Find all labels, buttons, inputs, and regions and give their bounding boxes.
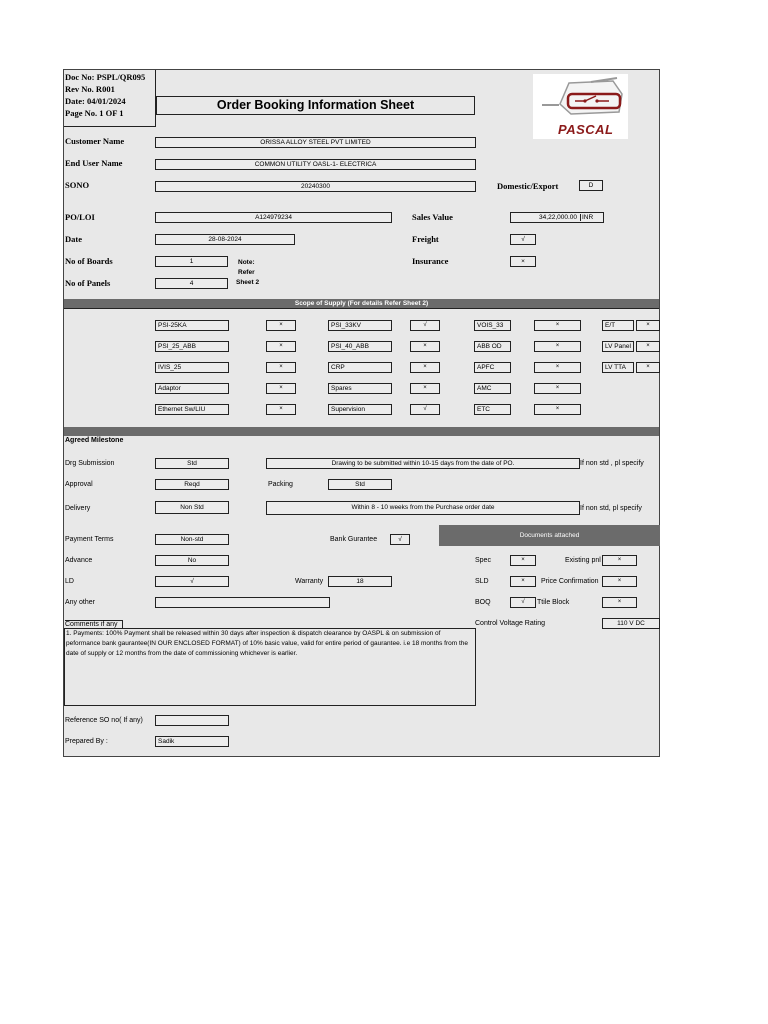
po-field[interactable]: A124979234 [155,212,392,223]
scope-label-psi-25-abb: PSI_25_ABB [155,341,229,352]
approval-label: Approval [65,481,93,488]
scope-label-vois-33: VOIS_33 [474,320,511,331]
panels-label: No of Panels [65,278,111,288]
domestic-export-label: Domestic/Export [497,181,559,191]
order-booking-sheet [63,69,660,757]
milestone-header: Agreed Milestone [65,437,124,444]
scope-label-supervision: Supervision [328,404,392,415]
ref-field[interactable] [155,715,229,726]
sales-currency: INR [582,214,594,221]
sales-value-field[interactable]: 34,22,000.00 [510,212,604,223]
comments-field[interactable]: 1. Payments: 100% Payment shall be released within 30 days after inspection & dispatch clearance by OASPL & on submission of peformance bank gaurantee(IN OUR ENCLOSED FORMAT) of 10% basic value, valid for entire period of gaurantee. i.e 18 months from the date of supply or 12 months from the date of commissioning whichever is earlier. [64,628,476,706]
domestic-export-field[interactable]: D [579,180,603,191]
scope-mark-psi-33kv[interactable]: √ [410,320,440,331]
section-divider [64,427,659,436]
sono-field[interactable]: 20240300 [155,181,476,192]
spec-field[interactable]: × [510,555,536,566]
delivery-nonstd-label: If non std, pl specify [580,505,642,512]
ld-field[interactable]: √ [155,576,229,587]
scope-label-psi-25ka: PSI-25KA [155,320,229,331]
rev-no: Rev No. R001 [65,84,115,94]
scope-mark-psi-25ka[interactable]: × [266,320,296,331]
warranty-label: Warranty [295,578,324,585]
cvr-label: Control Voltage Rating [475,620,546,627]
scope-label-et: E/T [602,320,634,331]
page-title: Order Booking Information Sheet [156,96,475,115]
pascal-logo-icon [533,74,628,118]
delivery-field[interactable]: Non Std [155,501,229,514]
bank-field[interactable]: √ [390,534,410,545]
scope-mark-spares[interactable]: × [410,383,440,394]
drg-nonstd-label: If non std , pl specify [580,460,644,467]
panels-field[interactable]: 4 [155,278,228,289]
approval-field[interactable]: Reqd [155,479,229,490]
boards-field[interactable]: 1 [155,256,228,267]
po-label: PO/LOI [65,212,95,222]
boq-label: BOQ [475,599,491,606]
scope-label-ethernet: Ethernet Sw/LIU [155,404,229,415]
scope-label-lv-panel: LV Panel [602,341,634,352]
page-no: Page No. 1 OF 1 [65,108,124,118]
prepared-field[interactable]: Sadik [155,736,229,747]
packing-field[interactable]: Std [328,479,392,490]
scope-mark-crp[interactable]: × [410,362,440,373]
note-line-1: Note: [238,259,255,266]
comments-label: Comments if any [65,620,123,628]
delivery-label: Delivery [65,505,91,512]
scope-label-spares: Spares [328,383,392,394]
sld-field[interactable]: × [510,576,536,587]
scope-mark-etc[interactable]: × [534,404,581,415]
scope-mark-abb-od[interactable]: × [534,341,581,352]
logo-brand: PASCAL [558,122,614,137]
boq-field[interactable]: √ [510,597,536,608]
warranty-field[interactable]: 18 [328,576,392,587]
drg-label: Drg Submission [65,460,115,467]
payment-field[interactable]: Non-std [155,534,229,545]
spec-label: Spec [475,557,491,564]
scope-mark-supervision[interactable]: √ [410,404,440,415]
doc-info-block [64,70,156,127]
freight-label: Freight [412,234,439,244]
date-label: Date [65,234,82,244]
scope-label-ivis-25: IVIS_25 [155,362,229,373]
scope-mark-ethernet[interactable]: × [266,404,296,415]
scope-label-apfc: APFC [474,362,511,373]
scope-header: Scope of Supply (For details Refer Sheet 2) [64,299,659,308]
drg-field[interactable]: Std [155,458,229,469]
scope-mark-psi-40-abb[interactable]: × [410,341,440,352]
title-block-field[interactable]: × [602,597,637,608]
scope-label-psi-33kv: PSI_33KV [328,320,392,331]
note-line-3: Sheet 2 [236,279,260,286]
advance-field[interactable]: No [155,555,229,566]
scope-mark-adaptor[interactable]: × [266,383,296,394]
prepared-label: Prepared By : [65,738,108,745]
pascal-logo [533,74,628,139]
scope-label-etc: ETC [474,404,511,415]
note-text [238,258,259,288]
scope-label-abb-od: ABB OD [474,341,511,352]
customer-name-label: Customer Name [65,136,125,146]
sales-value-label: Sales Value [412,212,453,222]
scope-label-psi-40-abb: PSI_40_ABB [328,341,392,352]
sono-label: SONO [65,180,90,190]
scope-mark-lv-panel[interactable]: × [636,341,660,352]
scope-mark-lv-tta[interactable]: × [636,362,660,373]
freight-field[interactable]: √ [510,234,536,245]
sld-label: SLD [475,578,489,585]
packing-label: Packing [268,481,293,488]
price-field[interactable]: × [602,576,637,587]
drg-note[interactable]: Drawing to be submitted within 10-15 days from the date of PO. [266,458,580,469]
end-user-label: End User Name [65,158,123,168]
scope-mark-ivis-25[interactable]: × [266,362,296,373]
ref-label: Reference SO no( If any) [65,717,143,724]
scope-mark-amc[interactable]: × [534,383,581,394]
documents-header: Documents attached [439,525,660,546]
other-field[interactable] [155,597,330,608]
delivery-note[interactable]: Within 8 - 10 weeks from the Purchase order date [266,501,580,515]
scope-label-adaptor: Adaptor [155,383,229,394]
bank-label: Bank Gurantee [330,536,378,543]
scope-label-crp: CRP [328,362,392,373]
scope-mark-apfc[interactable]: × [534,362,581,373]
insurance-label: Insurance [412,256,449,266]
advance-label: Advance [65,557,93,564]
boards-label: No of Boards [65,256,113,266]
scope-mark-psi-25-abb[interactable]: × [266,341,296,352]
scope-label-amc: AMC [474,383,511,394]
payment-label: Payment Terms [65,536,114,543]
scope-mark-vois-33[interactable]: × [534,320,581,331]
date-field[interactable]: 28-08-2024 [155,234,295,245]
cvr-field[interactable]: 110 V DC [602,618,660,629]
other-label: Any other [65,599,95,606]
existing-field[interactable]: × [602,555,637,566]
customer-name-field[interactable]: ORISSA ALLOY STEEL PVT LIMITED [155,137,476,148]
insurance-field[interactable]: × [510,256,536,267]
title-block-label: Ttile Block [537,599,570,606]
scope-mark-et[interactable]: × [636,320,660,331]
existing-label: Existing pnl [565,557,601,564]
price-label: Price Confirmation [541,578,599,585]
scope-label-lv-tta: LV TTA [602,362,634,373]
ld-label: LD [65,578,74,585]
doc-date: Date: 04/01/2024 [65,96,126,106]
doc-no: Doc No: PSPL/QR095 [65,72,146,82]
note-line-2: Refer [238,269,255,276]
end-user-field[interactable]: COMMON UTILITY OASL-1- ELECTRICA [155,159,476,170]
